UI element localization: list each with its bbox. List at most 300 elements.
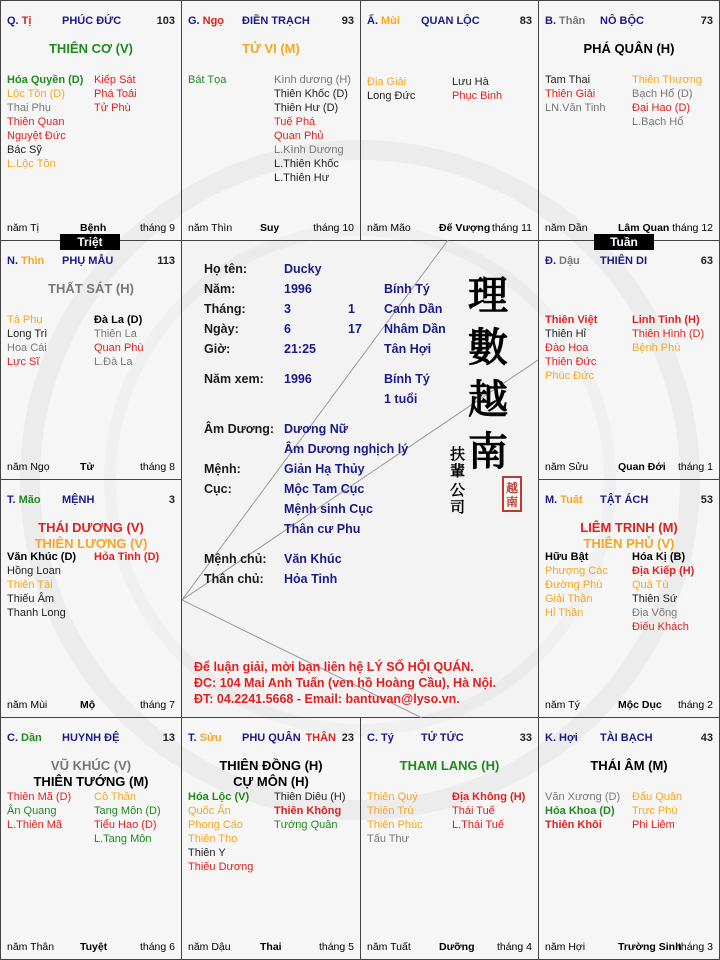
palace-chi: Mão — [18, 494, 41, 506]
value-gio: 21:25 — [284, 342, 316, 356]
palace-number: 53 — [700, 494, 713, 506]
star-item: Bạch Hổ (D) — [632, 88, 693, 100]
footer-month: tháng 5 — [318, 941, 354, 953]
star-item: Địa Võng — [632, 607, 678, 619]
footer-month: tháng 12 — [672, 222, 713, 234]
star-item: Thiên Mã (D) — [7, 791, 72, 803]
label-ngay: Ngày: — [204, 322, 239, 336]
calligraphy-char: 數 — [468, 324, 508, 371]
main-star: THIÊN ĐỒNG (H) — [219, 758, 323, 773]
red-seal: 越南 — [502, 476, 522, 512]
footer-year: năm Ngọ — [7, 461, 50, 473]
value-am-duong-note: Âm Dương nghịch lý — [284, 442, 409, 456]
star-item: Bát Tọa — [188, 74, 227, 86]
value-thang-am: 1 — [348, 302, 355, 316]
star-item: Tả Phụ — [7, 314, 43, 326]
star-item: Địa Kiếp (H) — [632, 565, 695, 577]
star-item: Phượng Các — [545, 565, 608, 577]
palace-can-chi — [545, 494, 583, 506]
star-item: Thanh Long — [7, 607, 66, 619]
main-star: THẤT SÁT (H) — [48, 281, 134, 296]
footer-month: tháng 7 — [139, 699, 175, 711]
footer-month: tháng 11 — [491, 222, 532, 234]
stars-right — [452, 75, 502, 103]
star-item: Thiên Việt — [545, 314, 598, 326]
palace-name: PHU QUÂN — [242, 732, 301, 744]
palace-tuat — [538, 479, 720, 718]
palace-thin — [0, 240, 182, 480]
star-item: Thiên La — [94, 328, 137, 340]
stars-right — [274, 73, 351, 185]
stars-right — [632, 550, 694, 634]
palace-dau — [538, 240, 720, 480]
star-item: Văn Xương (D) — [545, 791, 621, 803]
label-menh: Mệnh: — [204, 462, 241, 476]
label-cuc: Cục: — [204, 482, 232, 496]
star-item: Thiên Hỉ — [545, 328, 586, 340]
palace-mao — [0, 479, 182, 718]
palace-can-chi — [188, 15, 224, 27]
palace-can: M. — [545, 494, 558, 506]
palace-name: MỆNH — [62, 494, 95, 506]
palace-can-chi — [7, 732, 42, 744]
palace-can: G. — [188, 15, 200, 27]
palace-name: HUYNH ĐỆ — [62, 732, 120, 744]
palace-can: B. — [545, 15, 556, 27]
footer-stage: Dưỡng — [439, 941, 475, 953]
palace-can-chi — [7, 494, 41, 506]
star-item: Hóa Khoa (D) — [545, 805, 615, 817]
star-item: L.Bạch Hổ — [632, 116, 684, 128]
palace-footer — [7, 461, 175, 475]
star-item: Thiên Thọ — [188, 833, 238, 845]
footer-month: tháng 8 — [139, 461, 175, 473]
stars-left — [188, 790, 253, 874]
stars-right — [452, 790, 525, 832]
palace-header — [545, 732, 713, 746]
star-item: Thiên Giải — [545, 88, 596, 100]
palace-header — [7, 15, 175, 29]
palace-can-chi — [545, 732, 578, 744]
star-item: Lực Sĩ — [7, 356, 40, 368]
star-item: Hóa Kị (B) — [632, 551, 686, 563]
palace-can-chi — [7, 15, 31, 27]
stars-left — [545, 550, 608, 620]
star-item: L.Thiên Hư — [274, 172, 330, 184]
value-am-duong: Dương Nữ — [284, 422, 348, 436]
palace-name: ĐIỀN TRẠCH — [242, 15, 310, 27]
star-item: Hoa Cái — [7, 342, 47, 354]
star-item: Giải Thần — [545, 593, 593, 605]
star-item: L.Kình Dương — [274, 144, 344, 156]
stars-left — [367, 790, 423, 846]
star-item: Đường Phù — [545, 579, 603, 591]
footer-year: năm Dần — [545, 222, 588, 234]
label-nam-xem: Năm xem: — [204, 372, 264, 386]
footer-stage: Thai — [260, 941, 282, 953]
stars-right — [274, 790, 346, 832]
footer-month: tháng 10 — [313, 222, 354, 234]
palace-footer — [188, 222, 354, 236]
contact-line-3: ĐT: 04.2241.5668 - Email: bantuvan@lyso.vn. — [194, 692, 460, 706]
palace-header — [545, 494, 713, 508]
star-item: Hữu Bật — [545, 551, 589, 563]
star-item: Hỉ Thần — [545, 607, 584, 619]
palace-footer — [7, 941, 175, 955]
palace-name: PHÚC ĐỨC — [62, 15, 122, 27]
main-star: VŨ KHÚC (V) — [50, 758, 132, 773]
value-nam-xem: 1996 — [284, 372, 312, 386]
star-item: Thiên Quan — [7, 116, 65, 128]
palace-chi: Thân — [559, 15, 586, 27]
label-ho-ten: Họ tên: — [204, 262, 248, 276]
chart-center-info — [182, 240, 538, 718]
star-item: Bệnh Phù — [632, 342, 681, 354]
stars-left — [545, 313, 597, 383]
footer-stage: Suy — [260, 222, 280, 234]
star-item: Trực Phù — [632, 805, 678, 817]
palace-chi: Dần — [21, 732, 42, 744]
main-star: CỰ MÔN (H) — [233, 774, 309, 789]
palace-chi: Tuất — [560, 494, 583, 506]
value-nam-xem-can-chi: Bính Tý — [384, 372, 430, 386]
label-thang: Tháng: — [204, 302, 246, 316]
palace-chi: Dậu — [559, 255, 580, 267]
footer-month: tháng 6 — [139, 941, 175, 953]
palace-footer — [545, 699, 713, 713]
value-nam: 1996 — [284, 282, 312, 296]
palace-chi: Ngọ — [202, 15, 225, 27]
value-than-chu: Hỏa Tinh — [284, 572, 338, 586]
palace-chi: Thìn — [21, 255, 45, 267]
palace-number: 23 — [341, 732, 354, 744]
label-menh-chu: Mệnh chủ: — [204, 552, 267, 566]
star-item: L.Đà La — [94, 356, 133, 368]
palace-name: TÀI BẠCH — [600, 732, 653, 744]
value-gio-can-chi: Tân Hợi — [384, 342, 432, 356]
calligraphy-char: 理 — [468, 272, 508, 319]
main-star: THÁI ÂM (M) — [590, 758, 668, 773]
label-than-chu: Thân chủ: — [204, 572, 264, 586]
star-item: Thiên Y — [188, 847, 226, 859]
palace-can-chi — [188, 732, 222, 744]
main-star: LIÊM TRINH (M) — [580, 520, 678, 535]
star-item: Phi Liêm — [632, 819, 675, 831]
star-item: L.Thiên Khốc — [274, 158, 339, 170]
stars-left — [7, 313, 47, 369]
palace-ti — [0, 0, 182, 241]
star-item: Tang Môn (D) — [94, 805, 161, 817]
footer-month: tháng 4 — [496, 941, 532, 953]
star-item: Thai Phụ — [7, 102, 52, 114]
stars-left — [188, 73, 226, 87]
stars-left — [7, 73, 83, 171]
star-item: Hóa Quyền (D) — [7, 74, 84, 86]
star-item: Phúc Đức — [545, 370, 594, 382]
palace-can-chi — [7, 255, 44, 267]
palace-header — [7, 732, 175, 746]
value-cuc-note1: Mệnh sinh Cục — [284, 502, 373, 516]
main-star: THIÊN PHỦ (V) — [583, 536, 675, 551]
palace-chi: Tị — [21, 15, 32, 27]
palace-can-chi — [545, 15, 585, 27]
value-thang-can-chi: Canh Dần — [384, 302, 443, 316]
star-item: Thiên Trù — [367, 805, 414, 817]
value-ho-ten: Ducky — [284, 262, 322, 276]
footer-month: tháng 3 — [677, 941, 713, 953]
star-item: Thiếu Dương — [188, 861, 254, 873]
calligraphy-main — [468, 270, 518, 478]
stars-left — [545, 790, 620, 832]
star-item: Thiên Phúc — [367, 819, 423, 831]
stars-right — [632, 73, 702, 129]
star-item: Thiên Khôi — [545, 819, 602, 831]
palace-number: 113 — [157, 255, 175, 267]
palace-name: QUAN LỘC — [421, 15, 480, 27]
stars-left — [367, 75, 415, 103]
main-star: PHÁ QUÂN (H) — [583, 41, 675, 56]
stars-right — [94, 73, 137, 115]
footer-month: tháng 9 — [139, 222, 175, 234]
palace-can-chi — [367, 15, 400, 27]
palace-chi: Mùi — [381, 15, 400, 27]
calligraphy-side-char: 扶 — [450, 445, 466, 463]
palace-footer — [7, 699, 175, 713]
star-item: Phong Cáo — [188, 819, 244, 831]
star-item: Tuế Phá — [274, 116, 316, 128]
stars-left — [7, 550, 76, 620]
label-am-duong: Âm Dương: — [204, 422, 275, 436]
star-item: Quan Phù — [94, 342, 144, 354]
palace-mui — [360, 0, 539, 241]
star-item: Tướng Quân — [274, 819, 338, 831]
palace-name: NÔ BỘC — [600, 15, 644, 27]
palace-number: 13 — [162, 732, 175, 744]
star-item: Đại Hao (D) — [632, 102, 691, 114]
main-star: TỬ VI (M) — [242, 41, 300, 56]
value-ngay-duong: 6 — [284, 322, 291, 336]
star-item: Kiếp Sát — [94, 74, 136, 86]
palace-can: Đ. — [545, 255, 556, 267]
star-item: Đà La (D) — [94, 314, 143, 326]
footer-stage: Tuyệt — [80, 941, 108, 953]
footer-year: năm Thân — [7, 941, 55, 953]
palace-header — [7, 494, 175, 508]
value-menh: Giản Hạ Thủy — [284, 462, 365, 476]
footer-year: năm Sửu — [545, 461, 589, 473]
palace-footer — [545, 941, 713, 955]
palace-header — [367, 732, 532, 746]
footer-stage: Lâm Quan — [618, 222, 670, 234]
palace-can: N. — [7, 255, 18, 267]
palace-number: 33 — [519, 732, 532, 744]
star-item: Thiên Thương — [632, 74, 703, 86]
star-item: Phục Binh — [452, 90, 503, 102]
palace-name: THIÊN DI — [600, 255, 648, 267]
palace-number: 93 — [341, 15, 354, 27]
stars-right — [632, 790, 682, 832]
palace-header — [7, 255, 175, 269]
star-item: Lưu Hà — [452, 76, 489, 88]
star-item: Thiên Sứ — [632, 593, 678, 605]
palace-header — [545, 15, 713, 29]
footer-year: năm Dậu — [188, 941, 231, 953]
star-item: Phá Toái — [94, 88, 137, 100]
star-item: Hóa Lộc (V) — [188, 791, 250, 803]
contact-line-2: ĐC: 104 Mai Anh Tuấn (ven hồ Hoàng Cầu), Hà Nội. — [194, 676, 497, 690]
star-item: Thiên Tài — [7, 579, 53, 591]
footer-stage: Mộ — [80, 699, 96, 711]
value-nam-can-chi: Bính Tý — [384, 282, 430, 296]
star-item: Điếu Khách — [632, 621, 689, 633]
star-item: Nguyệt Đức — [7, 130, 66, 142]
footer-year: năm Tuất — [367, 941, 411, 953]
palace-header — [188, 15, 354, 29]
star-item: Địa Không (H) — [452, 791, 526, 803]
star-item: Bác Sỹ — [7, 144, 42, 156]
palace-can: Ấ. — [367, 15, 378, 27]
star-item: Lộc Tồn (D) — [7, 88, 65, 100]
star-item: Thiên Đức — [545, 356, 597, 368]
main-star: THIÊN TƯỚNG (M) — [33, 774, 149, 789]
value-cuc: Mộc Tam Cục — [284, 482, 365, 496]
palace-footer — [188, 941, 354, 955]
footer-stage: Quan Đới — [618, 461, 666, 473]
star-item: Kình dương (H) — [274, 74, 351, 86]
star-item: Thiên Hình (D) — [632, 328, 705, 340]
star-item: L.Lộc Tồn — [7, 158, 56, 170]
star-item: Ân Quang — [7, 805, 57, 817]
calligraphy-side-2 — [450, 482, 468, 516]
palace-header — [367, 15, 532, 29]
star-item: Long Đức — [367, 90, 416, 102]
value-thang-duong: 3 — [284, 302, 291, 316]
star-item: Linh Tinh (H) — [632, 314, 700, 326]
palace-can: T. — [188, 732, 197, 744]
footer-year: năm Tý — [545, 699, 580, 711]
star-item: Hồng Loan — [7, 565, 61, 577]
star-item: Địa Giải — [367, 76, 407, 88]
main-star: THAM LANG (H) — [399, 758, 500, 773]
palace-than — [538, 0, 720, 241]
palace-footer — [367, 222, 532, 236]
footer-year: năm Hợi — [545, 941, 586, 953]
main-star: THIÊN LƯƠNG (V) — [34, 536, 148, 551]
palace-header — [545, 255, 713, 269]
footer-year: năm Thìn — [188, 222, 233, 234]
palace-header — [188, 732, 354, 746]
tuan-tag: Tuần — [594, 234, 654, 250]
calligraphy-side-char: 公 — [450, 481, 466, 499]
palace-number: 3 — [168, 494, 175, 506]
footer-year: năm Mùi — [7, 699, 48, 711]
star-item: L.Tang Môn — [94, 833, 152, 845]
palace-number: 73 — [700, 15, 713, 27]
star-item: Tam Thai — [545, 74, 591, 86]
label-gio: Giờ: — [204, 342, 231, 356]
footer-stage: Mộc Dục — [618, 699, 662, 711]
calligraphy-side-char: 輩 — [450, 462, 466, 480]
star-item: Tấu Thư — [367, 833, 410, 845]
value-cuc-note2: Thân cư Phu — [284, 522, 361, 536]
palace-can-chi — [367, 732, 394, 744]
star-item: Thiếu Âm — [7, 593, 55, 605]
star-item: Văn Khúc (D) — [7, 551, 77, 563]
footer-year: năm Mão — [367, 222, 411, 234]
palace-can: T. — [7, 494, 16, 506]
main-star: THÁI DƯƠNG (V) — [38, 520, 144, 535]
star-item: Quốc Ấn — [188, 805, 231, 817]
star-item: Đào Hoa — [545, 342, 589, 354]
star-item: Quả Tú — [632, 579, 669, 591]
stars-left — [7, 790, 71, 832]
stars-right — [94, 550, 159, 564]
calligraphy-side-char: 司 — [450, 498, 466, 516]
palace-than-marker: THÂN — [305, 732, 336, 744]
footer-month: tháng 2 — [677, 699, 713, 711]
star-item: Đẩu Quân — [632, 791, 683, 803]
palace-chi: Hợi — [559, 732, 578, 744]
contact-line-1: Để luận giải, mời bạn liên hệ LÝ SỐ HỘI QUÁN. — [194, 660, 474, 674]
triet-tag: Triệt — [60, 234, 120, 250]
star-item: Thái Tuế — [452, 805, 495, 817]
palace-footer — [367, 941, 532, 955]
palace-can-chi — [545, 255, 580, 267]
star-item: LN.Văn Tinh — [545, 102, 606, 114]
palace-number: 63 — [700, 255, 713, 267]
star-item: L.Thái Tuế — [452, 819, 504, 831]
star-item: Long Trì — [7, 328, 48, 340]
calligraphy-char: 越 — [468, 376, 508, 423]
palace-hoi — [538, 717, 720, 960]
palace-number: 83 — [519, 15, 532, 27]
main-star: THIÊN CƠ (V) — [48, 41, 134, 56]
stars-right — [632, 313, 704, 355]
star-item: Tử Phù — [94, 102, 131, 114]
palace-can: C. — [7, 732, 18, 744]
footer-stage: Tử — [80, 461, 95, 473]
star-item: Thiên Không — [274, 805, 342, 817]
stars-right — [94, 313, 144, 369]
calligraphy-side — [450, 446, 468, 480]
star-item: Tiểu Hao (D) — [94, 819, 157, 831]
calligraphy-char: 南 — [468, 428, 508, 475]
palace-name: TẬT ÁCH — [600, 494, 649, 506]
star-item: L.Thiên Mã — [7, 819, 63, 831]
star-item: Thiên Quý — [367, 791, 418, 803]
palace-footer — [545, 461, 713, 475]
value-ngay-can-chi: Nhâm Dần — [384, 322, 446, 336]
star-item: Hỏa Tinh (D) — [94, 551, 160, 563]
palace-number: 43 — [700, 732, 713, 744]
palace-name: TỬ TỨC — [421, 732, 464, 744]
palace-can: K. — [545, 732, 556, 744]
value-menh-chu: Văn Khúc — [284, 552, 342, 566]
footer-year: năm Tị — [7, 222, 39, 234]
star-item: Thiên Hư (D) — [274, 102, 339, 114]
label-nam: Năm: — [204, 282, 236, 296]
palace-suu — [181, 717, 361, 960]
footer-stage: Đế Vượng — [439, 222, 491, 234]
star-item: Thiên Khốc (D) — [274, 88, 348, 100]
star-item: Cô Thần — [94, 791, 136, 803]
value-tuoi: 1 tuổi — [384, 392, 418, 406]
palace-can: C. — [367, 732, 378, 744]
star-item: Quan Phủ — [274, 130, 324, 142]
value-ngay-am: 17 — [348, 322, 362, 336]
palace-name: PHỤ MẪU — [62, 255, 114, 267]
palace-chi: Sửu — [199, 732, 222, 744]
